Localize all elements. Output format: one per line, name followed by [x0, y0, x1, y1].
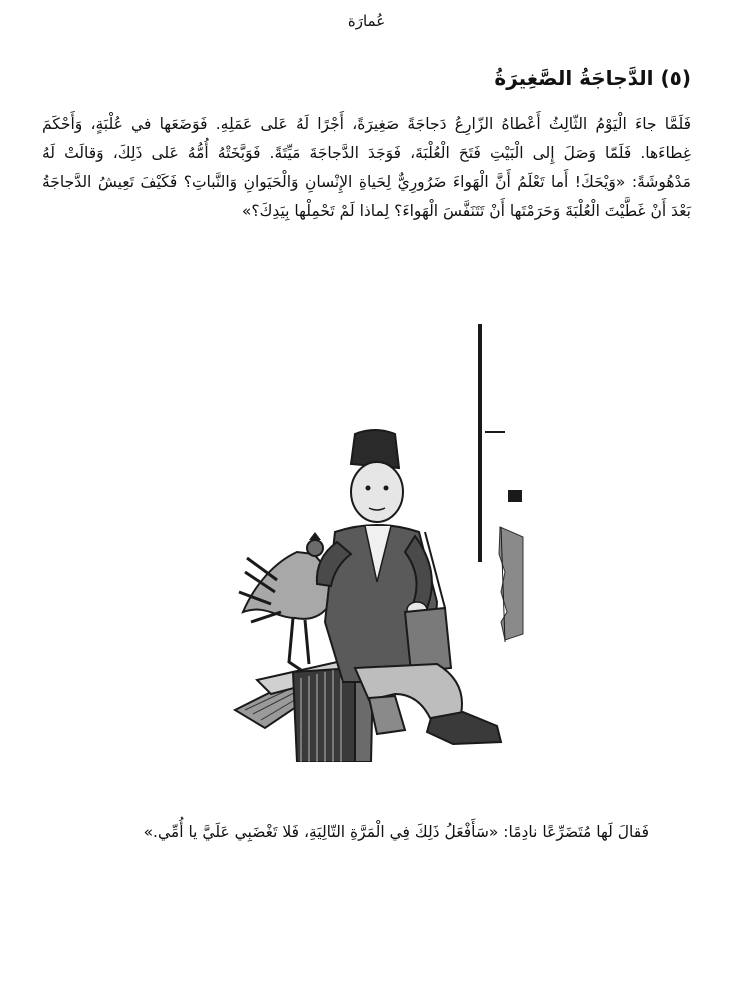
illustration-drawing	[205, 322, 525, 762]
story-paragraph: فَلَمَّا جاءَ الْيَوْمُ الثّالِثُ أَعْطاهُ الزّارِعُ دَجاجَةً صَغِيرَةً، أَجْرًا لَهُ عَلى عَمَلِهِ. فَوَضَعَها في عُلْبَةٍ، وَأَحْكَمَ غِطاءَها. فَلَمّا وَصَلَ إِلى الْبَيْتِ فَتَحَ الْعُلْبَةَ، فَوَجَدَ الدَّجاجَةَ مَيِّتَةً. فَوَبَّخَتْهُ أُمُّهُ عَلى ذَلِكَ، وَقالَتْ لَهُ مَدْهُوشَةً: «وَيْحَكَ! أَما تَعْلَمُ أَنَّ الْهَواءَ ضَرُورِيٌّ لِحَياةِ الإِنْسانِ وَالْحَيَوانِ وَالنَّباتِ؟ فَكَيْفَ تَعِيشُ الدَّجاجَةُ بَعْدَ أَنْ غَطَّيْتَ الْعُلْبَةَ وَحَرَمْتَها أَنْ تَتَنَفَّسَ الْهَواءَ؟ لِماذا لَمْ تَحْمِلْها بِيَدِكَ؟»	[42, 115, 691, 220]
running-title: عُمارَة	[347, 12, 386, 30]
wall-lines	[480, 324, 523, 642]
story-caption: فَقالَ لَها مُتَضَرِّعًا نادِمًا: «سَأَفْعَلُ ذَلِكَ فِي الْمَرَّةِ التّالِيَةِ، فَلا تَغْضَبِي عَلَيَّ يا أُمِّي.»	[143, 823, 649, 841]
story-title: (٥) الدَّجاجَةُ الصَّغِيرَةُ	[494, 66, 691, 90]
illustration	[205, 322, 525, 762]
chicken	[239, 532, 333, 670]
